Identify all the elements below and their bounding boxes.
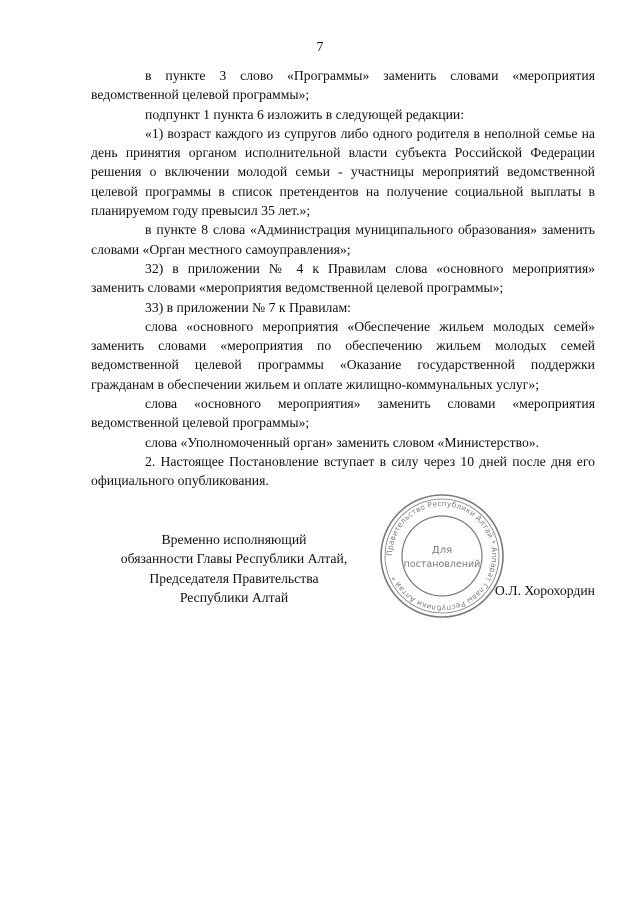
paragraph: слова «основного мероприятия «Обеспечение жильем молодых семей» заменить словами «мероприятия по обеспечению жильем молодых семей ведомственной целевой программы «Оказание государственной поддержки гражданам в обеспечении жильем и оплате жилищно-коммунальных услуг»; [91,318,595,392]
signatory-title [91,530,377,607]
signatory-title-line: Временно исполняющий [161,532,307,547]
paragraph: слова «основного мероприятия» заменить словами «мероприятия ведомственной целевой программы»; [91,396,595,431]
paragraph: подпункт 1 пункта 6 изложить в следующей редакции: [145,106,465,122]
paragraph: в пункте 3 слово «Программы» заменить словами «мероприятия ведомственной целевой программы»; [91,68,595,103]
stamp-center-line: Для [431,545,453,556]
stamp-seal-icon [378,492,506,620]
paragraph: слова «Уполномоченный орган» заменить словом «Министерство». [145,434,540,450]
signatory-name: О.Л. Хорохордин [494,583,595,598]
signatory-title-line: обязанности Главы Республики Алтай, [120,551,348,567]
signatory-title-line: Республики Алтай [179,589,289,605]
signature-block [91,530,595,620]
paragraph: 2. Настоящее Постановление вступает в силу через 10 дней после дня его официального опубликования. [91,453,595,489]
paragraph: «1) возраст каждого из супругов либо одного родителя в неполной семье на день принятия органом исполнительной власти субъекта Российской Федерации решения о включении молодой семьи - участницы мероприятий ведомственной целевой программы в список претендентов на получение социальной выплаты в планируемом году превысил 35 лет.»; [91,125,595,219]
document-body [91,66,595,491]
stamp-outer-text: Правительство Республики Алтай * Аппарат Главы Республики Алтай * [384,498,500,614]
stamp-center-line: постановлений [403,559,481,570]
paragraph: 33) в приложении № 7 к Правилам: [145,299,351,315]
official-stamp [378,492,506,620]
page-number: 7 [316,40,324,55]
paragraph: 32) в приложении № 4 к Правилам слова «основного мероприятия» заменить словами «мероприятия ведомственной целевой программы»; [91,260,595,296]
signatory-title-line: Председателя Правительства [149,570,319,586]
paragraph: в пункте 8 слова «Администрация муниципального образования» заменить словами «Орган местного самоуправления»; [91,222,595,257]
